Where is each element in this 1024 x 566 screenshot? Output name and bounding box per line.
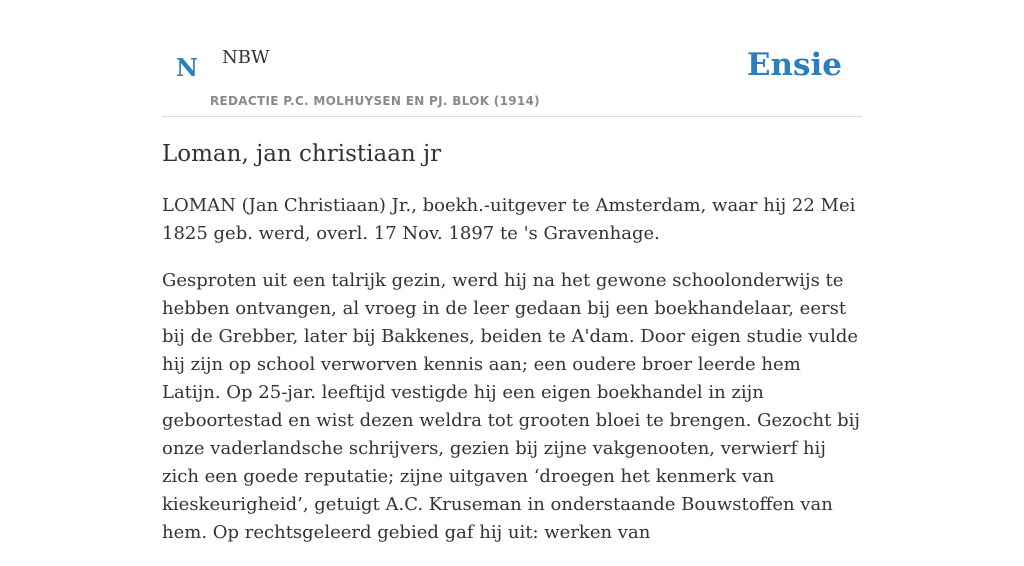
source-name[interactable]: NBW <box>222 47 270 68</box>
source-header <box>162 0 862 117</box>
source-subtitle: REDACTIE P.C. MOLHUYSEN EN PJ. BLOK (1914) <box>210 94 540 108</box>
article-body <box>162 192 862 566</box>
brand-logo[interactable]: Ensie <box>746 47 842 83</box>
article-title: Loman, jan christiaan jr <box>162 141 442 167</box>
article-paragraph: LOMAN (Jan Christiaan) Jr., boekh.-uitgever te Amsterdam, waar hij 22 Mei 1825 geb. werd, overl. 17 Nov. 1897 te 's Gravenhage. <box>162 195 856 244</box>
source-logo[interactable]: N <box>176 53 198 82</box>
article-paragraph: Gesproten uit een talrijk gezin, werd hij na het gewone schoolonderwijs te hebben ontvangen, al vroeg in de leer gedaan bij een boekhandelaar, eerst bij de Grebber, later bij Bakkenes, beiden te A'dam. Door eigen studie vulde hij zijn op school verworven kennis aan; een oudere broer leerde hem Latijn. Op 25-jar. leeftijd vestigde hij een eigen boekhandel in zijn geboortestad en wist dezen weldra tot grooten bloei te brengen. Gezocht bij onze vaderlandsche schrijvers, gezien bij zijne vakgenooten, verwierf hij zich een goede reputatie; zijne uitgaven ‘droegen het kenmerk van kieskeurigheid’, getuigt A.C. Kruseman in onderstaande Bouwstoffen van hem. Op rechtsgeleerd gebied gaf hij uit: werken van <box>162 270 860 543</box>
